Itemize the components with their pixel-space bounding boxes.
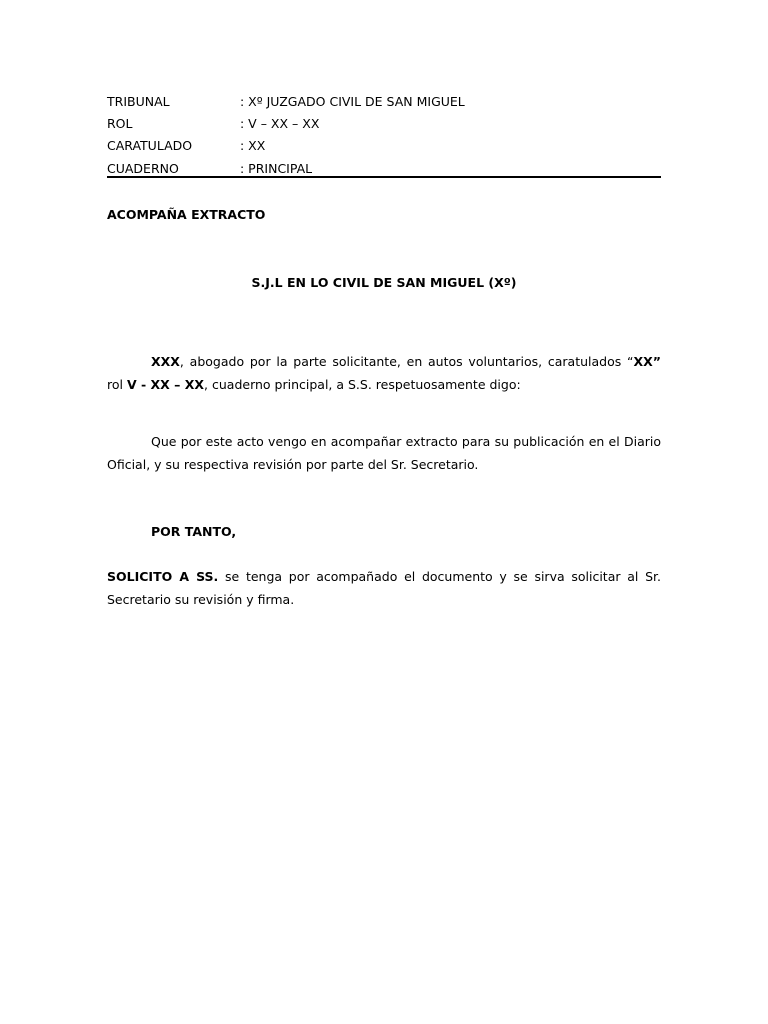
- header-value: : Xº JUZGADO CIVIL DE SAN MIGUEL: [240, 93, 465, 109]
- header-label: CARATULADO: [107, 138, 193, 154]
- document-subject: ACOMPAÑA EXTRACTO: [107, 207, 266, 222]
- intro-text-a: , abogado por la parte solicitante, en autos voluntarios, caratulados “: [179, 354, 634, 369]
- caratula-value: XX”: [633, 354, 661, 369]
- rol-value: V - XX – XX: [126, 376, 205, 392]
- header-row-caratulado: [107, 135, 661, 157]
- intro-text-b: rol: [107, 376, 127, 392]
- request-text: Que por este acto vengo en acompañar extracto para su publicación en el Diario Oficial, y su respectiva revisión por parte del Sr. Secretario.: [107, 434, 661, 472]
- petition-lead: SOLICITO A SS.: [107, 569, 219, 584]
- petition-text: se tenga por acompañado el documento y se sirva solicitar al Sr. Secretario su revisión y firma.: [107, 569, 661, 607]
- court-addressee: S.J.L EN LO CIVIL DE SAN MIGUEL (Xº): [251, 275, 517, 290]
- header-value: : XX: [240, 138, 266, 154]
- header-label: TRIBUNAL: [107, 93, 170, 109]
- header-label: ROL: [107, 115, 133, 131]
- por-tanto-heading: POR TANTO,: [151, 524, 237, 539]
- header-row-rol: [107, 112, 661, 134]
- lawyer-name: XXX: [151, 354, 180, 369]
- intro-paragraph: [107, 351, 661, 396]
- header-row-tribunal: [107, 90, 661, 112]
- header-divider: [107, 176, 661, 178]
- case-header: [107, 90, 661, 179]
- request-paragraph: [107, 431, 661, 476]
- intro-text-c: , cuaderno principal, a S.S. respetuosamente digo:: [204, 376, 521, 392]
- header-value: : V – XX – XX: [240, 115, 320, 131]
- petition-paragraph: [107, 566, 661, 611]
- header-value: : PRINCIPAL: [240, 160, 313, 176]
- header-label: CUADERNO: [107, 160, 179, 176]
